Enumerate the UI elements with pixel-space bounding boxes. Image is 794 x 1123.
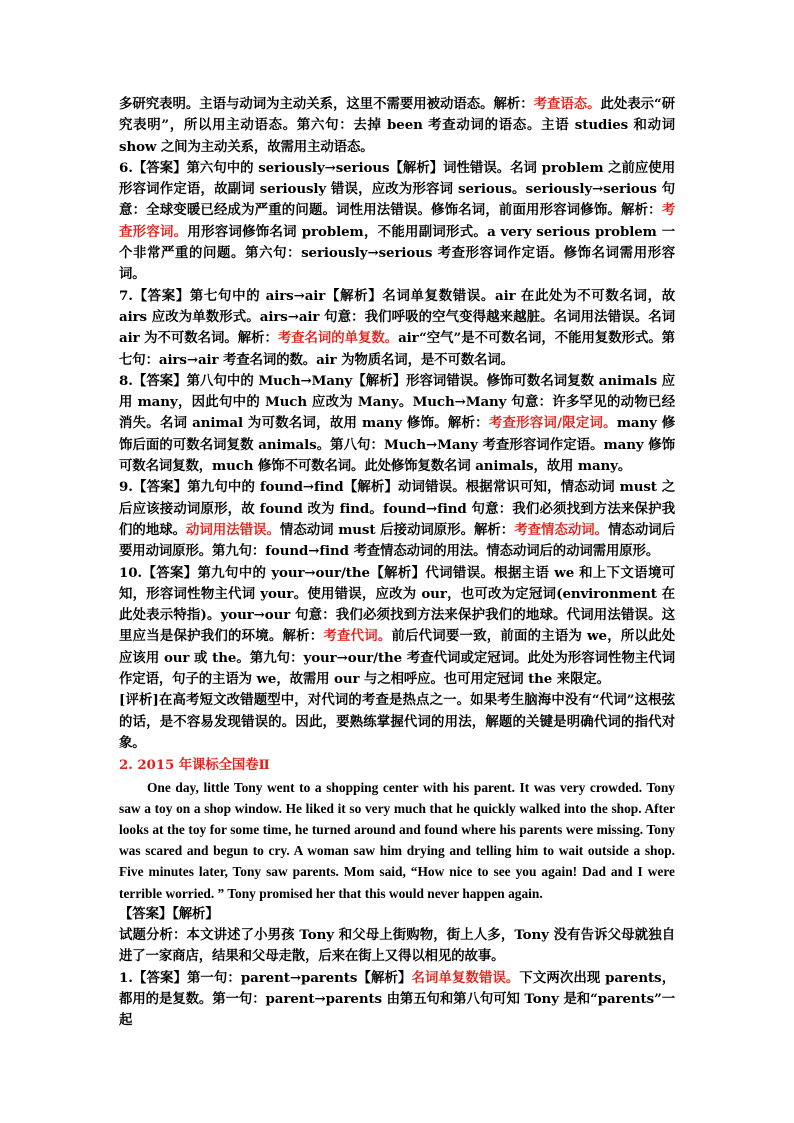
analysis-summary xyxy=(119,925,675,968)
text: 试题分析：本文讲述了小男孩 Tony 和父母上街购物，街上人多，Tony 没有告诉父母就独自进了一家商店，结果和父母走散，后来在街上又得以相见的故事。 xyxy=(119,927,675,965)
highlight: 考查名词的单复数。 xyxy=(277,330,399,347)
english-passage: One day, little Tony went to a shopping center with his parent. It was very crowded. Tony saw a toy on a shop window. He liked it so very much that he quickly walked into the shop. After looks at the toy for some time, he turned around and found where his parents were missing. Tony was scared and begun to cry. A woman saw him drying and telling him to wait outside a shop. Five minutes later, Tony saw parents. Mom said, “How nice to see you again! Dad and I were terrible worried. ” Tony promised her that this would never happen again. xyxy=(119,779,675,901)
highlight: 考查情态动词。 xyxy=(514,521,609,538)
answer-6 xyxy=(119,158,675,286)
highlight: 考查语态。 xyxy=(533,96,601,112)
highlight: 考查形容词/限定词。 xyxy=(488,415,617,432)
highlight: 动词用法错误。 xyxy=(186,521,280,538)
heading-text: 2. 2015 年课标全国卷Ⅱ xyxy=(119,757,270,774)
text: 情态动词 must 后接动词原形。解析： xyxy=(279,521,515,538)
text: 1.【答案】第一句：parent→parents【解析】 xyxy=(119,969,412,986)
answer-1 xyxy=(119,968,675,1032)
text: [评析]在高考短文改错题型中，对代词的考查是热点之一。如果考生脑海中没有“代词”这根弦的话，是不容易发现错误的。因此，要熟练掌握代词的用法，解题的关键是明确代词的指代对象。 xyxy=(119,692,675,751)
text: 此处表示“研究表明”，所以用主动语态。第六句：去掉 been 考查动词的语态。主语 studies 和动词 show 之间为主动关系，故需用主动语态。 xyxy=(119,96,676,155)
paragraph-1 xyxy=(119,94,675,158)
text: 8.【答案】第八句中的 Much→Many【解析】形容词错误。修饰可数名词复数 animals 应用 many，因此句中的 Much 应改为 Many。Much→Many 句意：许多罕见的动物已经消失。名词 animal 为可数名词，故用 many 修饰。解析： xyxy=(119,372,675,432)
text: 多研究表明。主语与动词为主动关系，这里不需要用被动语态。解析： xyxy=(119,96,534,112)
answer-analysis-heading xyxy=(119,904,675,925)
comment xyxy=(119,690,675,754)
text: 前后代词要一致，前面的主语为 we，所以此处应该用 our 或 the。第九句：your→our/the 考查代词或定冠词。此处为形容词性物主代词作定语，句子的主语为 we，故需用 our 与之相呼应。也可用定冠词 the 来限定。 xyxy=(119,628,675,688)
highlight: 考查代词。 xyxy=(323,628,392,645)
text: 10.【答案】第九句中的 your→our/the【解析】代词错误。根据主语 we 和上下文语境可知，形容词性物主代词 your。使用错误，应改为 our，也可改为定冠词(environment 在此处表示特指)。your→our 句意：我们必须找到方法来保护我们的地球。代词用法错误。这里应当是保护我们的环境。解析： xyxy=(119,564,675,645)
text: 7.【答案】第七句中的 airs→air【解析】名词单复数错误。air 在此处为不可数名词，故 airs 应改为单数形式。airs→air 句意：我们呼吸的空气变得越来越脏。名词用法错误。名词 air 为不可数名词。解析： xyxy=(119,287,675,347)
document-page xyxy=(119,94,675,1032)
answer-7 xyxy=(119,286,675,371)
text: 用形容词修饰名词 problem，不能用副词形式。a very serious problem 一个非常严重的问题。第六句：seriously→serious 考查形容词作定语。修饰名词需用形容词。 xyxy=(119,223,675,283)
text: 【答案】【解析】 xyxy=(119,905,219,922)
section-heading xyxy=(119,755,675,776)
text: 下文两次出现 parents，都用的是复数。第一句：parent→parents 由第五句和第八句可知 Tony 是和“parents”一起 xyxy=(119,969,675,1029)
answer-10 xyxy=(119,563,675,691)
answer-8 xyxy=(119,371,675,477)
text: many 修饰后面的可数名词复数 animals。第八句：Much→Many 考查形容词作定语。many 修饰可数名词复数，much 修饰不可数名词。此处修饰复数名词 animals，故用 many。 xyxy=(119,415,676,475)
text: 情态动词后要用动词原形。第九句：found→find 考查情态动词的用法。情态动词后的动词需用原形。 xyxy=(119,521,676,560)
text: air“空气”是不可数名词，不能用复数形式。第七句：airs→air 考查名词的数。air 为物质名词，是不可数名词。 xyxy=(119,330,675,368)
text: 9.【答案】第九句中的 found→find【解析】动词错误。根据常识可知，情态动词 must 之后应该接动词原形，故 found 改为 find。found→find 句意：我们必须找到方法来保护我们的地球。 xyxy=(119,479,675,538)
answer-9 xyxy=(119,477,675,562)
highlight: 考查形容词。 xyxy=(119,202,675,240)
highlight: 名词单复数错误。 xyxy=(411,969,520,986)
text: 6.【答案】第六句中的 seriously→serious【解析】词性错误。名词 problem 之前应使用形容词作定语，故副词 seriously 错误，应改为形容词 serious。seriously→serious 句意：全球变暖已经成为严重的问题。词性用法错误。修饰名词，前面用形容词修饰。解析： xyxy=(119,159,675,219)
